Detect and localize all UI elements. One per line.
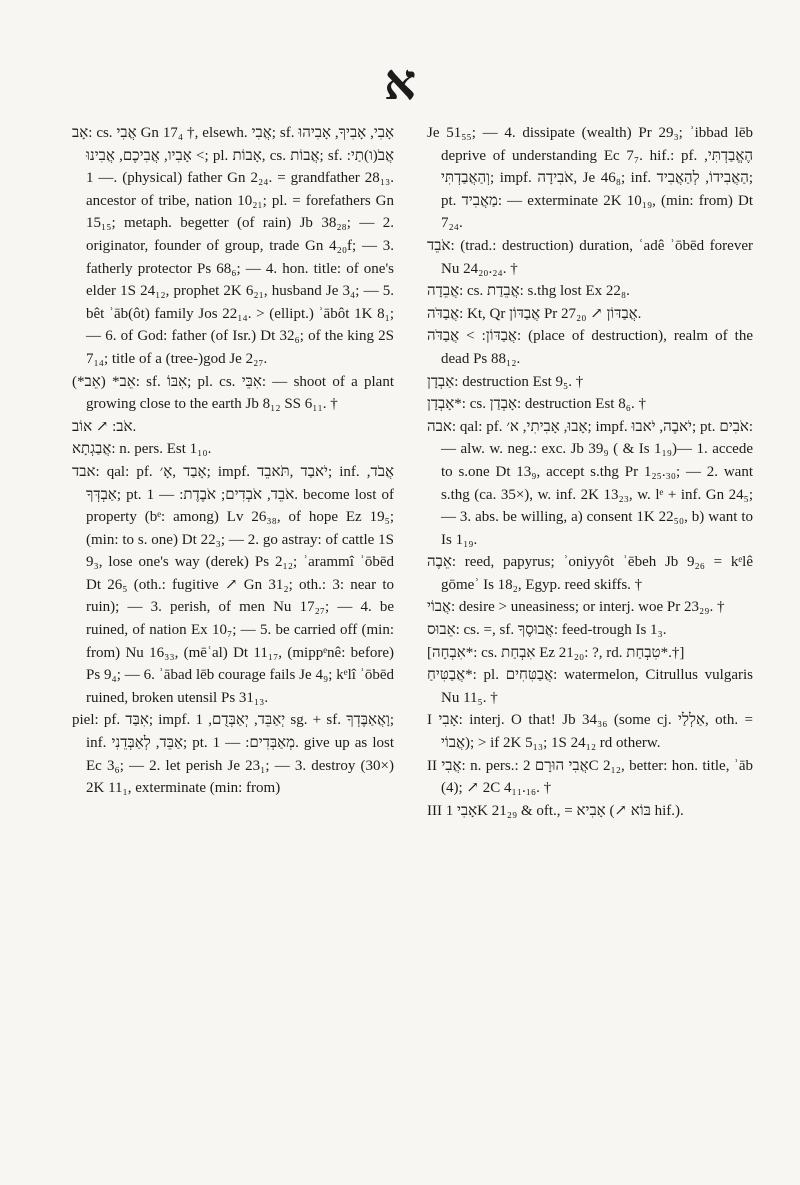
entry-avattiah: אֲבַטִּיחַ*: pl. אֲבַטִּחִים: watermelon, Citrullus vulgaris Nu 11₅. †	[427, 667, 753, 706]
entry-eveh: אֵבֶה: reed, papyrus; ʾoniyyôt ʾēbeh Jb 9₂₆ = kᵉlê gōmeʾ Is 18₂, Egyp. reed skiffs. †	[427, 554, 753, 593]
entry-ivhah: [אִבְחָה*: cs. אִבְחַת Ez 21₂₀: ?, rd. טִבְחַת*.†]	[427, 644, 685, 661]
entry-avedah: אֲבֵדָה: cs. אֲבֵדַת: s.thg lost Ex 22₈.	[427, 283, 630, 300]
entry-ov: אֹב: ↗ אוֹב.	[72, 418, 137, 435]
entry-av: אָב: cs. אֲבִי Gn 17₄ †, elsewh. אֲבִי; sf. אָבִי, אָבִיךָ, אָבִיהוּ > אָבִיו, אֲבִיכֶם, אֲבִינוּ; pl. אָבוֹת, cs. אֲבוֹת; sf. אֲבֹ(ו)תַי: — 1. (physical) father Gn 2₂₄. = grandfather 28₁₃. ancestor of tribe, nation 10₂₁; pl. = forefathers Gn 15₁₅; metaph. begetter (of rain) Jb 38₂₈; — 2. originator, founder of group, trade Gn 4₂₀f; — 3. fatherly protector Ps 68₆; — 4. hon. title: of one's elder 1S 24₁₂, prophet 2K 6₂₁, husband Je 3₄; — 5. bêt ʾāb(ôt) family Jos 22₁₄. > (ellipt.) ʾābôt 1K 8₁; — 6. of God: father (of Isr.) Dt 32₆; of the king 2S 7₁₄; title of a (tree-)god Je 2₂₇.	[72, 125, 395, 367]
entry-avoy: אֲבוֹי: desire > uneasiness; or interj. woe Pr 23₂₉. †	[427, 599, 725, 616]
letter-heading: א	[383, 52, 417, 111]
entry-avaddon: אֲבַדּוֹן: > אֲבַדֹּה: (place of destruction), realm of the dead Ps 88₁₂.	[427, 328, 753, 367]
entry-oved: אֹבֵד: (trad.: destruction) duration, ʿadê ʾōbēd forever Nu 24₂₀.₂₄. †	[427, 237, 753, 277]
entry-evus: אֵבוּס: cs. =, sf. אֲבוּסֶךָ: feed-trough Is 1₃.	[427, 622, 667, 639]
entry-avdan: אַבְדָן: destruction Est 9₅. †	[427, 373, 584, 390]
entry-ovdan: אָבְדָן*: cs. אָבְדַן: destruction Est 8₆. †	[427, 396, 646, 413]
entry-avi-2: II אֲבִי: n. pers.: אֲבִי הוּרָם 2C 2₁₂, better: hon. title, ʾāb (4); ↗ 2C 4₁₁.₁₆. †	[427, 757, 753, 797]
entry-abd-cont: Je 51₅₅; — 4. dissipate (wealth) Pr 29₃; ʾibbad lēb deprive of understanding Ec 7₇. hif.: pf. הֶאֱבַדְתִּי, וְהַאֲבַדְתִּי; impf. אֹבִידָה, Je 46₈; inf. הַאֲבִידוֹ, לְהַאֲבִיד; pt. מַאֲבִיד: — exterminate 2K 10₁₉, (min: from) Dt 7₂₄.	[427, 125, 753, 232]
left-column	[72, 122, 394, 800]
entry-ev: אֵב* (אֵב*): sf. אִבּוֹ; pl. cs. אִבֵּי: — shoot of a plant growing close to the earth Jb 8₁₂ SS 6₁₁. †	[72, 373, 394, 413]
entry-avi-1: I אָבִי: interj. O that! Jb 34₃₆ (some cj. אַלְלַי, oth. = אֲבוֹי); > if 2K 5₁₃; 1S 24₁₂ rd otherw.	[427, 712, 753, 752]
entry-abd-qal: אבד: qal: pf. אָבַד ,אָ׳; impf. יֹאבַד ,תֹּאבֵד; inf. אֲבֹד, אַבְדְּךָ; pt. אֹבֵד, אֹבְדִים; אֹבֶדֶת: — 1. become lost of property (bᵉ: among) Lv 26₃₈, of hope Ez 19₅; (min: to s. one) Dt 22₃; — 2. go astray: of cattle 1S 9₃, lose one's way (derek) Ps 2₁₂; ʾarammî ʾōbēd Dt 26₅ (oth.: fugitive ↗ Gn 31₂; oth.: 3: near to ruin); — 3. perish, of men Nu 17₂₇; — 4. be ruined, of nation Ex 10₇; — 5. be carried off (min: from) Nu 16₃₃, (mēʿal) Dt 11₁₇, (mippᵉnê: before) Ps 9₄; — 6. ʾābad lēb courage fails Je 4₉; kᵉlî ʾōbēd ruined, broken utensil Ps 31₁₃.	[72, 463, 394, 706]
entry-avi-3: III אָבִי 1K 21₂₉ & oft., = אָבִיא (↗ בּוֹא hif.).	[427, 802, 684, 819]
entry-abagta: אֲבַגְתָא: n. pers. Est 1₁₀.	[72, 441, 212, 458]
entry-avaddoh: אֲבַדֹּה: Kt, Qr אֲבַדּוֹן Pr 27₂₀ ↗ אֲבַדּוֹן.	[427, 305, 642, 322]
entry-abh: אבה: qal: pf. אָבוּ, אָבִיתִי, א׳; impf. יֹאבֶה, יֹאבוּ; pt. אֹבִים: — alw. w. neg.: exc. Jb 39₉ ( & Is 1₁₉)— 1. accede to s.one Dt 13₉, accept s.thg Pr 1₂₅.₃₀; — 2. want s.thg (ca. 35×), w. inf. 2K 13₂₃, w. lᵉ + inf. Gn 24₅; — 3. abs. be willing, a) consent 1K 22₅₀, b) want to Is 1₁₉.	[427, 418, 754, 548]
entry-abd-piel: piel: pf. אִבַּד; impf. יְאַבֵּד, יְאַבְּדֻם, 1 sg. + sf. וָאֲאַבֶּדְךָ; inf. אַבֵּד, לְאַבְּדֵנִי; pt. מְאַבְּדִים: — 1. give up as lost Ec 3₆; — 2. let perish Je 23₁; — 3. destroy (30×) 2K 11₁, exterminate (min: from)	[72, 712, 395, 797]
right-column	[427, 122, 753, 822]
